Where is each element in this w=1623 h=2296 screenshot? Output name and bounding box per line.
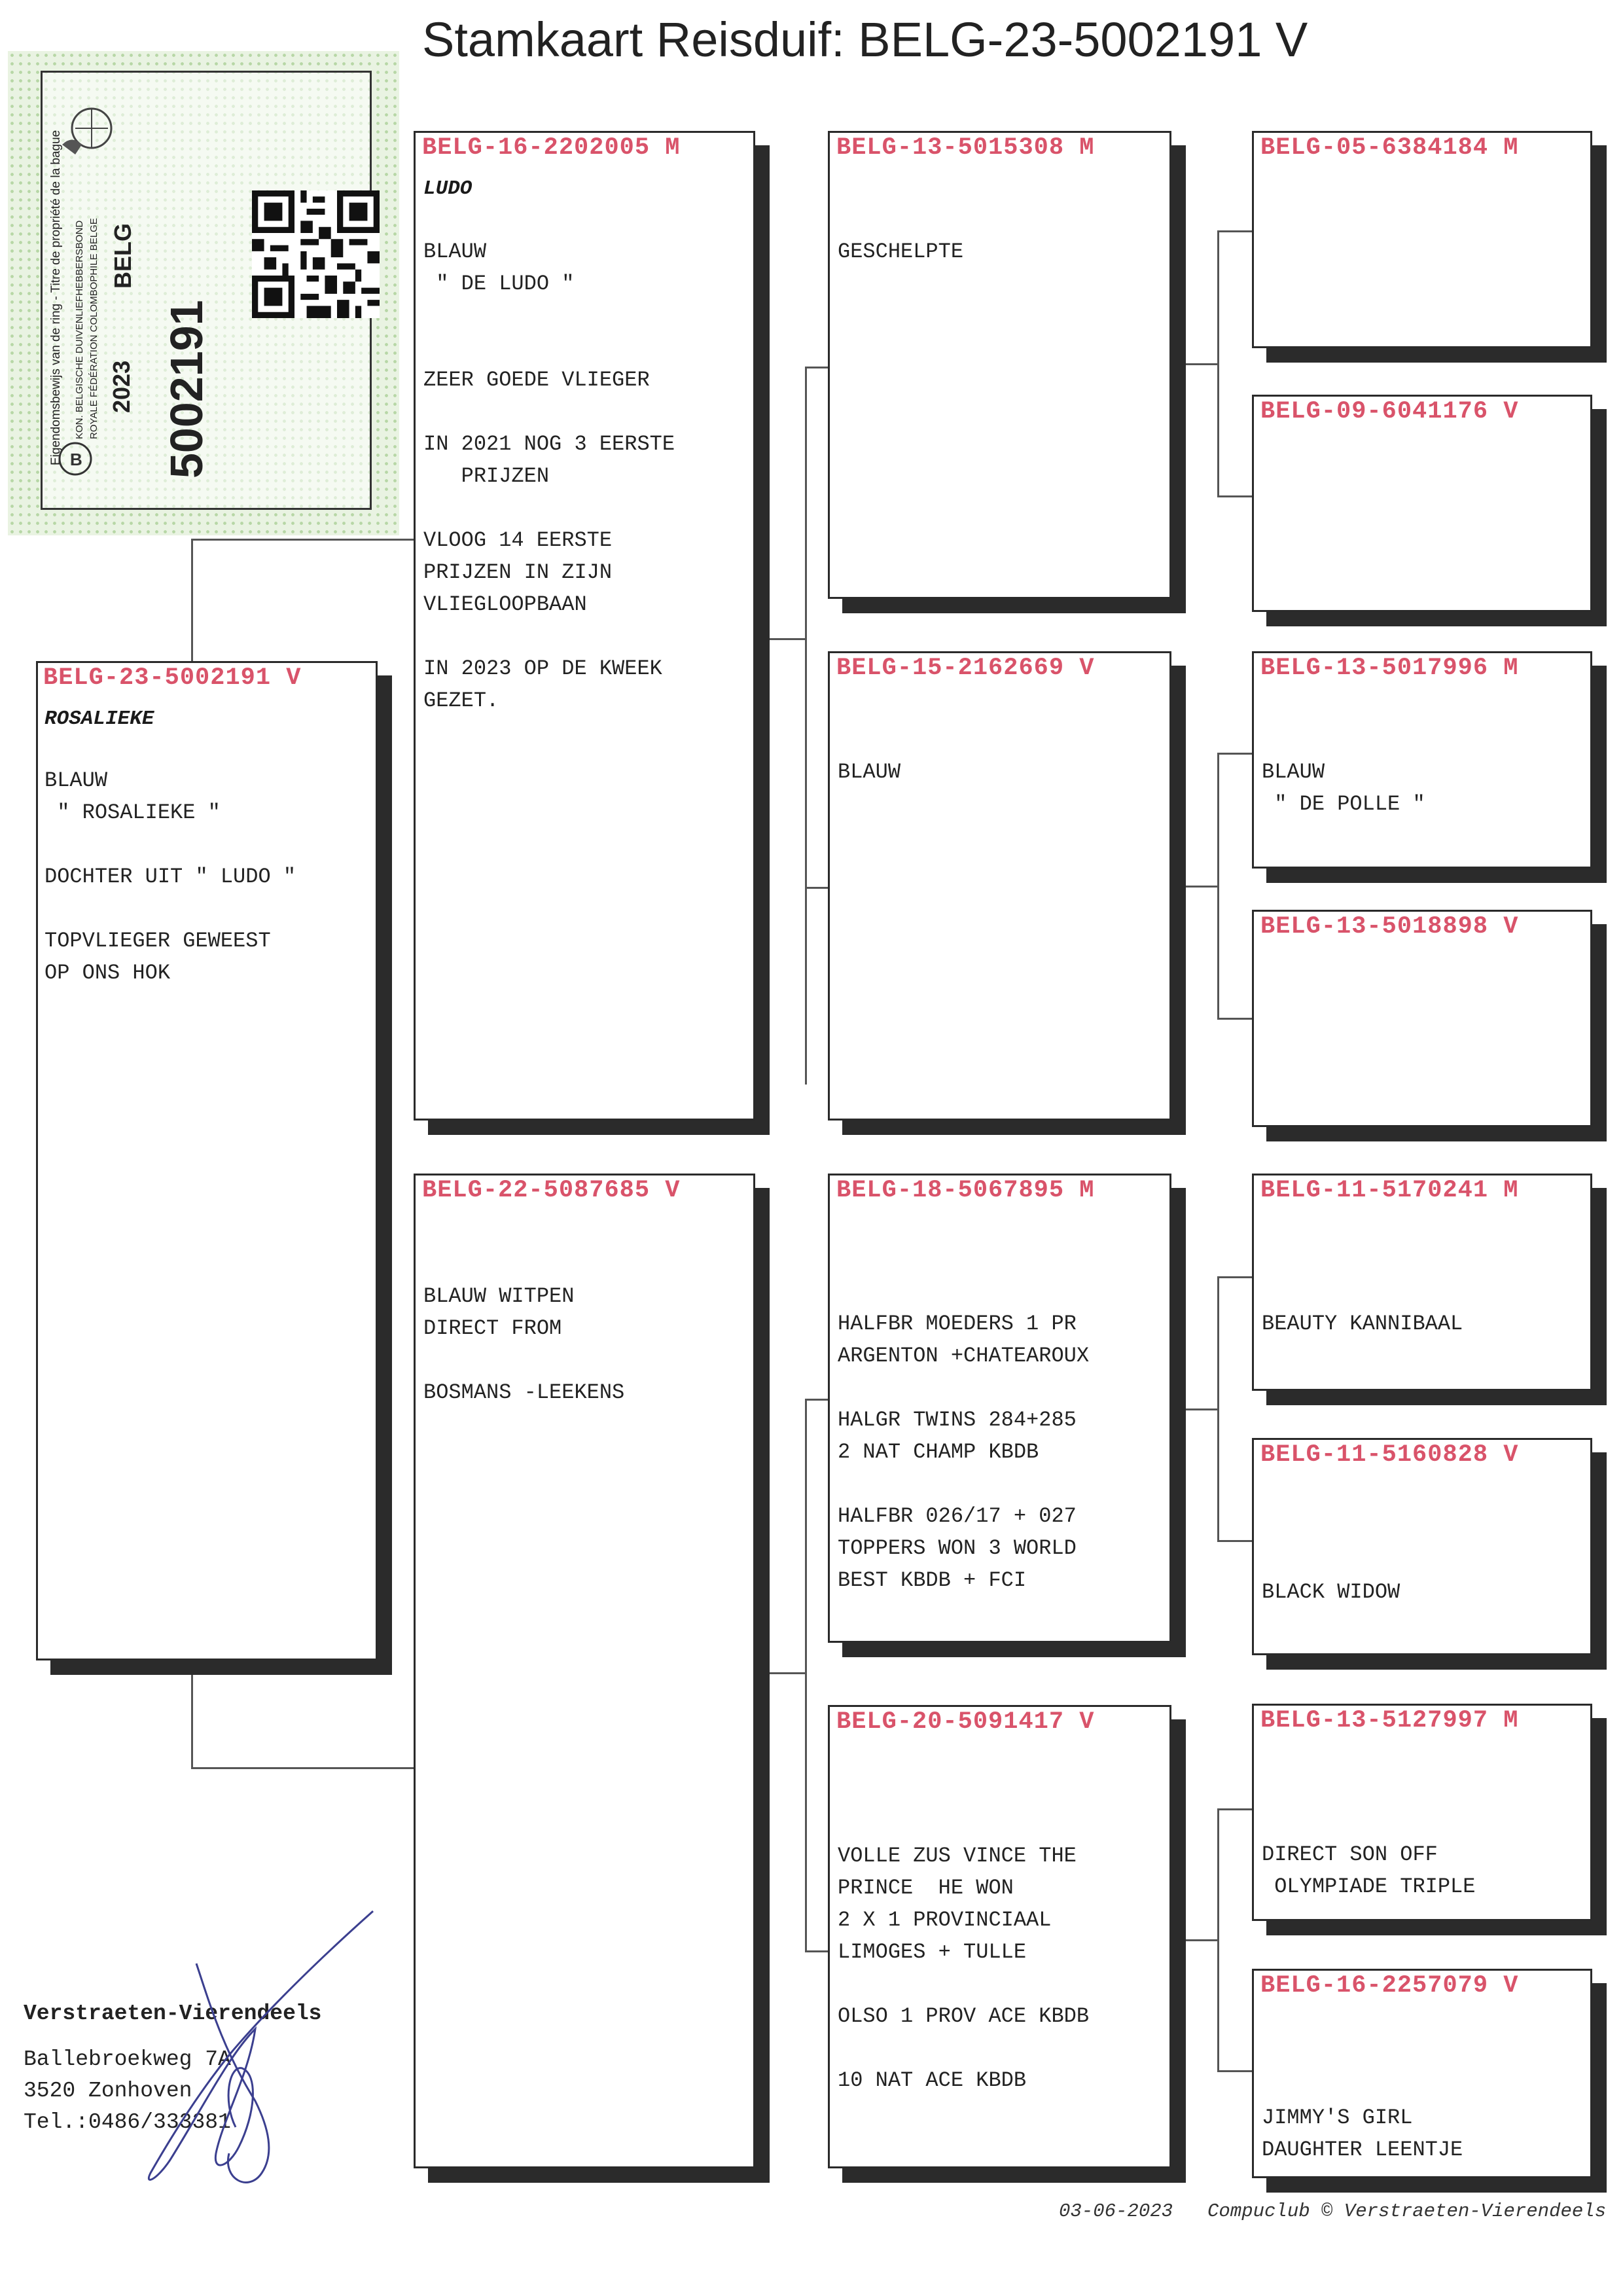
pigeon-description: BLAUW [838, 760, 901, 784]
pedigree-card-mff [1252, 1174, 1592, 1391]
ring-number: BELG-11-5160828 V [1260, 1441, 1519, 1469]
pedigree-card-fm [828, 651, 1171, 1121]
owner-phone: Tel.:0486/333381 [24, 2110, 231, 2134]
page-title: Stamkaart Reisduif: BELG-23-5002191 V [422, 12, 1308, 67]
pigeon-globe-emblem-icon [56, 99, 115, 171]
connector-line [805, 367, 829, 368]
connector-line [805, 1399, 807, 1952]
connector-line [805, 367, 807, 1085]
footer-date: 03-06-2023 [1059, 2200, 1173, 2222]
ring-number: BELG-16-2257079 V [1260, 1972, 1519, 2000]
pedigree-card-fmf [1252, 651, 1592, 869]
ring-card-frame [41, 71, 372, 510]
pedigree-card-ffm [1252, 395, 1592, 612]
pigeon-description: BEAUTY KANNIBAAL [1262, 1312, 1463, 1336]
connector-line [1217, 1808, 1253, 1810]
qr-code-icon [252, 190, 380, 318]
pigeon-description: BLAUW " ROSALIEKE " DOCHTER UIT " LUDO " TOPVLIEGER GEWEEST OP ONS HOK [45, 768, 296, 985]
connector-line [1217, 1276, 1219, 1541]
connector-line [1217, 2070, 1253, 2072]
ring-number: BELG-13-5127997 M [1260, 1707, 1519, 1734]
signature-icon [98, 1905, 386, 2206]
connector-line [1217, 753, 1219, 1019]
owner-name: Verstraeten-Vierendeels [24, 2001, 322, 2026]
pigeon-name: ROSALIEKE [45, 708, 154, 730]
owner-street: Ballebroekweg 7A [24, 2047, 231, 2072]
ring-number: BELG-22-5087685 V [422, 1177, 681, 1204]
ring-number: BELG-18-5067895 M [836, 1177, 1095, 1204]
pigeon-description: BLAUW " DE LUDO " ZEER GOEDE VLIEGER IN 2021 NOG 3 EERSTE PRIJZEN VLOOG 14 EERSTE PRIJZEN IN ZIJN VLIEGLOOPBAAN IN 2023 OP DE KWEEK GEZET. [423, 240, 675, 713]
card-year: 2023 [108, 360, 135, 413]
federation-logo-icon [56, 439, 95, 478]
pigeon-description: BLACK WIDOW [1262, 1580, 1400, 1604]
pedigree-card-fmm [1252, 910, 1592, 1127]
pedigree-card-mother [414, 1174, 755, 2168]
connector-line [191, 539, 417, 541]
connector-line [1217, 753, 1253, 755]
connector-line [191, 1767, 417, 1769]
ring-number: BELG-20-5091417 V [836, 1708, 1095, 1736]
ring-number: BELG-05-6384184 M [1260, 134, 1519, 162]
connector-line [1217, 1276, 1253, 1278]
ring-number: BELG-09-6041176 V [1260, 398, 1519, 425]
pedigree-card-mmm [1252, 1969, 1592, 2178]
pedigree-card-father [414, 131, 755, 1121]
connector-line [769, 1672, 806, 1674]
pedigree-card-mmf [1252, 1704, 1592, 1921]
card-federation-fr: ROYALE FÉDÉRATION COLOMBOPHILE BELGE [88, 218, 99, 439]
pedigree-card-mf [828, 1174, 1171, 1643]
pigeon-description: DIRECT SON OFF OLYMPIADE TRIPLE [1262, 1842, 1476, 1899]
ring-number: BELG-13-5018898 V [1260, 913, 1519, 941]
owner-city: 3520 Zonhoven [24, 2079, 192, 2103]
ring-number: BELG-11-5170241 M [1260, 1177, 1519, 1204]
pigeon-description: VOLLE ZUS VINCE THE PRINCE HE WON 2 X 1 PROVINCIAAL LIMOGES + TULLE OLSO 1 PROV ACE KBDB 10 NAT ACE KBDB [838, 1844, 1090, 2092]
svg-text:B: B [70, 450, 82, 469]
ring-number: BELG-15-2162669 V [836, 655, 1095, 682]
pigeon-name: LUDO [423, 177, 473, 200]
connector-line [1185, 1939, 1219, 1941]
pigeon-description: BLAUW WITPEN DIRECT FROM BOSMANS -LEEKENS [423, 1284, 625, 1405]
connector-line [805, 887, 829, 889]
pedigree-card-subject [36, 661, 378, 1660]
connector-line [191, 539, 193, 661]
card-ownership-text: Eigendomsbewijs van de ring - Titre de propriété de la bague [49, 130, 63, 465]
connector-line [1217, 1808, 1219, 2072]
connector-line [769, 638, 806, 640]
connector-line [1185, 886, 1219, 888]
pedigree-card-mm [828, 1705, 1171, 2168]
pigeon-description: HALFBR MOEDERS 1 PR ARGENTON +CHATEAROUX HALGR TWINS 284+285 2 NAT CHAMP KBDB HALFBR 026/17 + 027 TOPPERS WON 3 WORLD BEST KBDB + FCI [838, 1312, 1090, 1592]
ring-ownership-card [8, 51, 399, 535]
connector-line [805, 1950, 829, 1952]
connector-line [805, 1399, 829, 1401]
pigeon-description: BLAUW " DE POLLE " [1262, 760, 1425, 816]
ring-number: BELG-13-5015308 M [836, 134, 1095, 162]
card-country: BELG [109, 223, 136, 289]
pigeon-description: GESCHELPTE [838, 240, 964, 264]
connector-line [1185, 363, 1219, 365]
connector-line [191, 1661, 193, 1769]
connector-line [1217, 230, 1219, 497]
card-federation-nl: KON. BELGISCHE DUIVENLIEFHEBBERSBOND [74, 220, 85, 439]
ring-number: BELG-23-5002191 V [43, 664, 302, 692]
pedigree-card-fff [1252, 131, 1592, 348]
pedigree-card-mfm [1252, 1438, 1592, 1655]
card-ring-number: 5002191 [161, 300, 212, 478]
connector-line [1217, 495, 1253, 497]
connector-line [1185, 1408, 1219, 1410]
pigeon-description: JIMMY'S GIRL DAUGHTER LEENTJE [1262, 2106, 1463, 2162]
connector-line [1217, 1540, 1253, 1542]
ring-number: BELG-13-5017996 M [1260, 655, 1519, 682]
pedigree-card-ff [828, 131, 1171, 599]
connector-line [1217, 230, 1253, 232]
footer-credit: Compuclub © Verstraeten-Vierendeels [1207, 2200, 1607, 2222]
connector-line [1217, 1018, 1253, 1020]
ring-number: BELG-16-2202005 M [422, 134, 681, 162]
